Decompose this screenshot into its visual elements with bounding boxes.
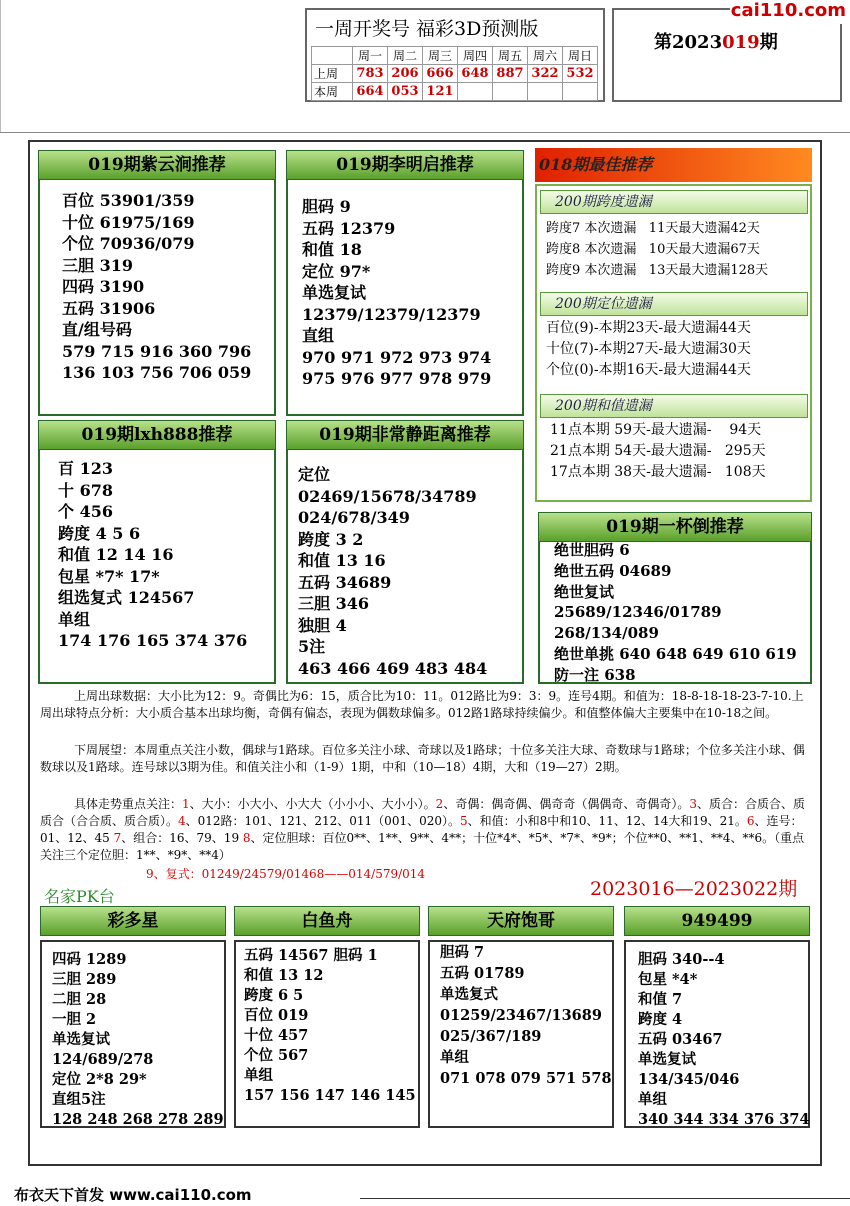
pk-title: 天府饱哥	[428, 906, 614, 936]
panel-body: 百 123 十 678 个 456 跨度 4 5 6 和值 12 14 16 包星 *7* 17* 组选复式 124567 单组 174 176 165 374 376	[58, 459, 248, 650]
pk-label: 名家PK台	[44, 887, 115, 906]
pk-body: 四码 1289 三胆 289 二胆 28 一胆 2 单选复试 124/689/278 定位 2*8 29* 直组5注 128 248 268 278 289	[52, 951, 224, 1128]
draw-cell	[458, 83, 493, 101]
day-header: 周六	[528, 47, 563, 65]
draw-cell	[493, 83, 528, 101]
panel-body: 百位 53901/359 十位 61975/169 个位 70936/079 三胆 319 四码 3190 五码 31906 直/组号码 579 715 916 360 796 136 103 756 706 059	[62, 191, 252, 382]
draw-cell: 053	[388, 83, 423, 101]
analysis-trends: 具体走势重点关注：1、大小：小大小、小大大（小小小、大小小）。2、奇偶：偶奇偶、偶奇奇（偶偶奇、奇偶奇）。3、质合：合质合、质质合（合合质、质合质）。4、012路：101、121、212、011（001、020）。5、和值：小和8中和10、11、12、14大和19、21。6、连号：01、12、45 7、组合：16、79、19 8、定位胆球：百位0**、1**、9**、4**；十位*4*、*5*、*7*、*9*；个位**0、**1、**4、**6。（重点关注三个定位胆：1**、*9*、**4）	[40, 797, 805, 862]
issue-number: 第2023019期	[654, 32, 778, 53]
draw-cell: 532	[563, 65, 598, 83]
day-header: 周五	[493, 47, 528, 65]
day-header: 周二	[388, 47, 423, 65]
site-watermark: cai110.com	[730, 0, 850, 24]
panel-title: 019期一杯倒推荐	[538, 512, 812, 542]
day-header: 周三	[423, 47, 458, 65]
panel-body: 定位 02469/15678/34789 024/678/349 跨度 3 2 和值 13 16 五码 34689 三胆 346 独胆 4 5注 463 466 469 483 484	[298, 465, 488, 678]
draw-cell: 887	[493, 65, 528, 83]
sum-missing-title: 200期和值遗漏	[540, 394, 808, 418]
left-edge-line	[0, 0, 1, 132]
pk-title: 949499	[624, 906, 810, 936]
pk-body: 五码 14567 胆码 1 和值 13 12 跨度 6 5 百位 019 十位 457 个位 567 单组 157 156 147 146 145	[244, 947, 416, 1104]
panel-body: 胆码 9 五码 12379 和值 18 定位 97* 单选复试 12379/12379/12379 直组 970 971 972 973 974 975 976 977 978 979	[302, 197, 492, 388]
span-missing-title: 200期跨度遗漏	[540, 190, 808, 214]
draw-cell: 121	[423, 83, 458, 101]
panel-title: 019期lxh888推荐	[38, 420, 276, 450]
analysis-last-week: 上周出球数据：大小比为12：9。奇偶比为6：15，质合比为10：11。012路比为9：3：9。连号4期。和值为：18-8-18-18-23-7-10.上周出球特点分析：大小质合基本出球均衡，奇偶有偏态，表现为偶数球偏多。012路1路球持续偏少。和值整体偏大主要集中在10-18之间。	[40, 689, 804, 720]
sum-missing-body: 11点本期 59天-最大遗漏- 94天 21点本期 54天-最大遗漏- 295天 17点本期 38天-最大遗漏- 108天	[550, 422, 766, 480]
footer-text: 布衣天下首发 www.cai110.com	[14, 1186, 252, 1204]
draw-cell: 666	[423, 65, 458, 83]
span-missing-body: 跨度7 本次遗漏 11天最大遗漏42天 跨度8 本次遗漏 10天最大遗漏67天 跨度9 本次遗漏 13天最大遗漏128天	[546, 221, 769, 278]
analysis-outlook: 下周展望：本周重点关注小数，偶球与1路球。百位多关注小球、奇球以及1路球；十位多关注大球、奇数球与1路球；个位多关注小球、偶数球以及1路球。连号球以3期为佳。和值关注小和（1-9）1期，中和（10—18）4期，大和（19—27）2期。	[40, 743, 805, 774]
panel-title: 019期非常静距离推荐	[286, 420, 524, 450]
pk-date-range: 2023016—2023022期	[590, 878, 798, 900]
divider	[0, 132, 850, 133]
pk-body: 胆码 7 五码 01789 单选复式 01259/23467/13689 025/367/189 单组 071 078 079 571 578	[440, 944, 612, 1087]
row-label: 上周	[312, 65, 353, 83]
pk-body: 胆码 340--4 包星 *4* 和值 7 跨度 4 五码 03467 单选复试 134/345/046 单组 340 344 334 376 374	[638, 951, 810, 1128]
draw-cell: 206	[388, 65, 423, 83]
panel-body: 绝世胆码 6 绝世五码 04689 绝世复试 25689/12346/01789 268/134/089 绝世单挑 640 648 649 610 619 防一注 638	[554, 541, 797, 684]
weekly-draw-table	[305, 8, 605, 102]
day-header: 周四	[458, 47, 493, 65]
draw-grid	[311, 46, 598, 101]
draw-cell: 664	[353, 83, 388, 101]
analysis-compound: 9、复式：01249/24579/01468——014/579/014	[146, 867, 426, 881]
draw-cell: 322	[528, 65, 563, 83]
position-missing-body: 百位(9)-本期23天-最大遗漏44天 十位(7)-本期27天-最大遗漏30天 个位(0)-本期16天-最大遗漏44天	[546, 320, 751, 378]
corner-cell	[312, 47, 353, 65]
row-label: 本周	[312, 83, 353, 101]
day-header: 周一	[353, 47, 388, 65]
pk-title: 白鱼舟	[234, 906, 420, 936]
panel-title: 019期李明启推荐	[286, 150, 524, 180]
footer-line	[360, 1198, 850, 1199]
draw-cell	[563, 83, 598, 101]
panel-title: 019期紫云涧推荐	[38, 150, 276, 180]
draw-cell: 783	[353, 65, 388, 83]
pk-title: 彩多星	[40, 906, 226, 936]
day-header: 周日	[563, 47, 598, 65]
best-recommend-title: 018期最佳推荐	[535, 148, 812, 182]
position-missing-title: 200期定位遗漏	[540, 292, 808, 316]
draw-cell	[528, 83, 563, 101]
draw-cell: 648	[458, 65, 493, 83]
weekly-table-title: 一周开奖号 福彩3D预测版	[315, 18, 539, 40]
